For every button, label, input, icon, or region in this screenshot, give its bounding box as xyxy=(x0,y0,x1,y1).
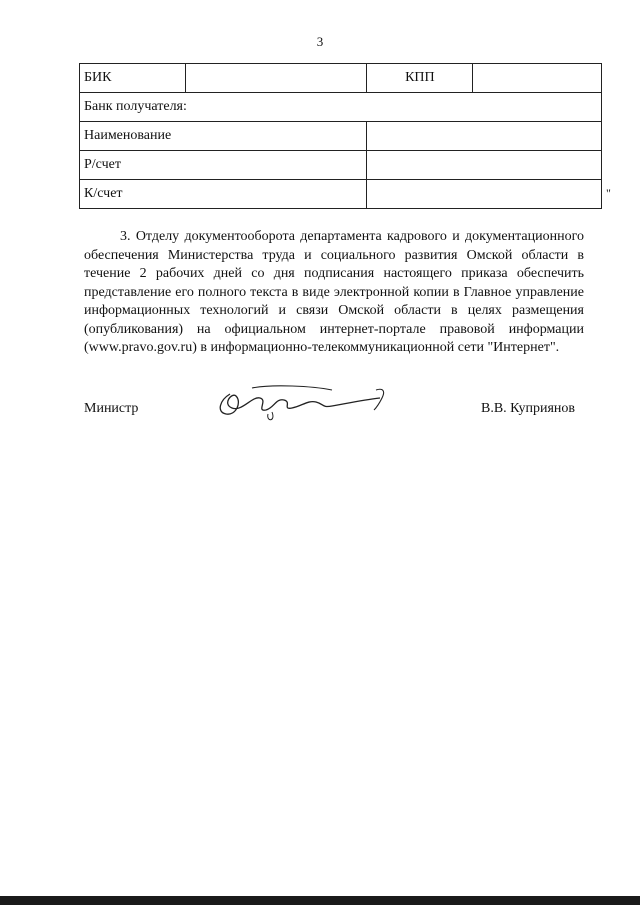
row-value xyxy=(367,151,602,180)
row-label: К/счет xyxy=(80,180,367,209)
paragraph-3: 3. Отделу документооборота департамента кадрового и документационного обеспечения Министерства труда и социального развития Омской области в течение 2 рабочих дней со дня подписания настоящего приказа обеспечить представление его полного текста в виде электронной копии в Главное управление информационных технологий и связи Омской области в целях размещения (опубликования) на официальном интернет-портале правовой информации (www.pravo.gov.ru) в информационно-телекоммуникационной сети "Интернет". xyxy=(84,229,584,355)
signature-image xyxy=(212,382,392,424)
signatory-name: В.В. Куприянов xyxy=(481,401,575,416)
row-value xyxy=(367,180,602,209)
table-row xyxy=(80,122,602,151)
bank-details-table xyxy=(79,63,602,209)
kpp-label: КПП xyxy=(367,64,473,93)
closing-quote: " xyxy=(606,186,611,200)
bik-kpp-row xyxy=(80,64,602,93)
bik-label: БИК xyxy=(80,64,186,93)
row-label: Р/счет xyxy=(80,151,367,180)
scan-bottom-edge xyxy=(0,896,640,905)
page-number: 3 xyxy=(316,34,324,49)
row-label: Наименование xyxy=(80,122,367,151)
bik-value xyxy=(185,64,367,93)
signatory-title: Министр xyxy=(84,401,139,416)
bank-recipient-header: Банк получателя: xyxy=(80,93,602,122)
row-value xyxy=(367,122,602,151)
table-row xyxy=(80,151,602,180)
bank-header-row xyxy=(80,93,602,122)
kpp-value xyxy=(473,64,602,93)
table-row xyxy=(80,180,602,209)
